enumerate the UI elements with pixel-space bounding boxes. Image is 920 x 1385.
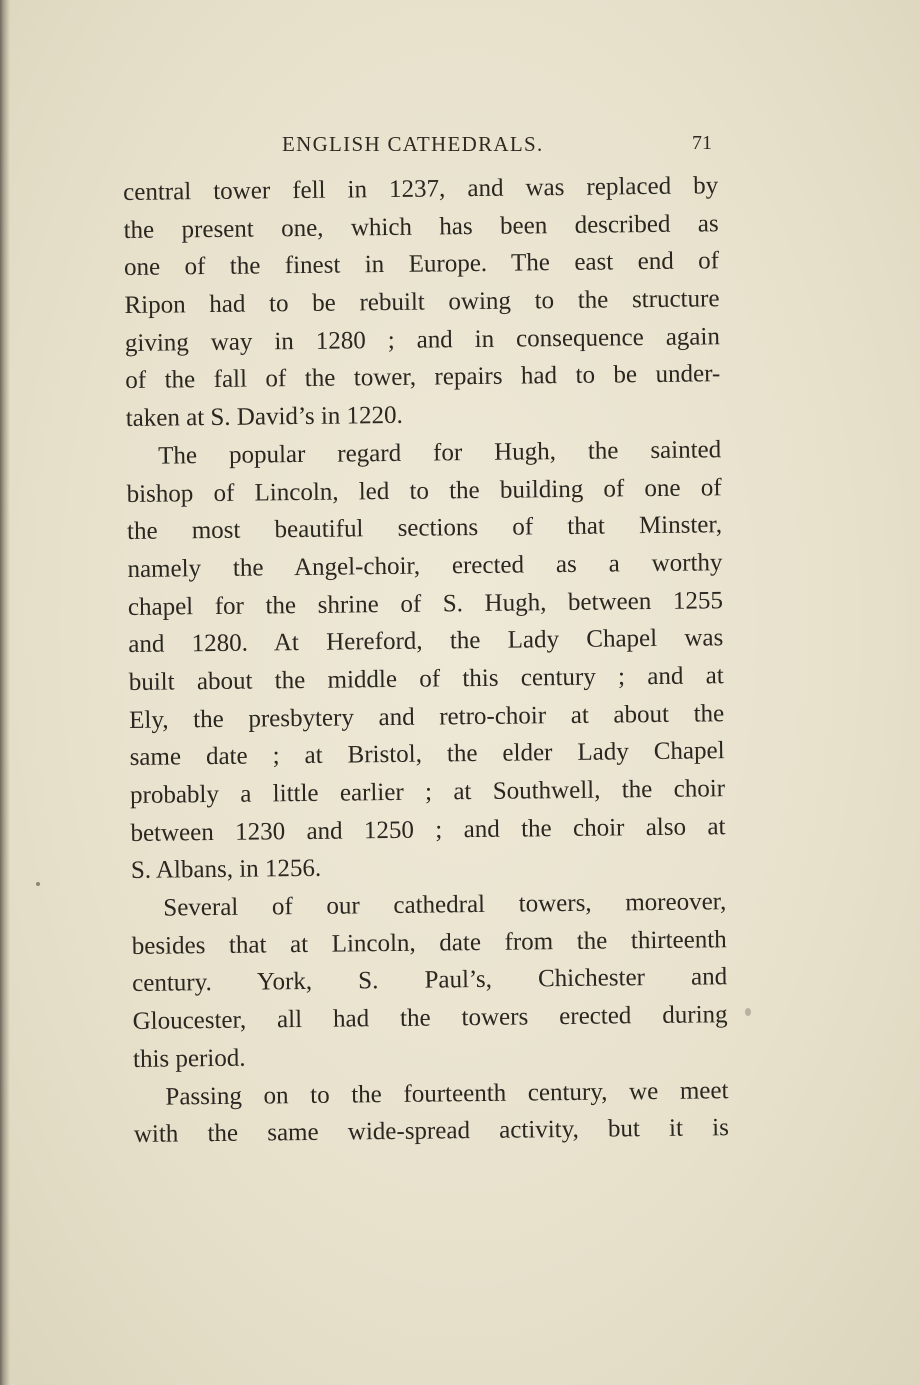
text-line: S. Albans, in 1256. (130, 855, 322, 885)
text-line: one of the finest in Europe. The east end of (123, 247, 720, 282)
page-number: 71 (692, 132, 712, 154)
text-line: Ripon had to be rebuilt owing to the structure (124, 285, 720, 320)
page-binding-edge (0, 0, 10, 1385)
text-line: century. York, S. Paul’s, Chichester and (132, 963, 728, 998)
text-line: giving way in 1280 ; and in consequence again (124, 322, 721, 357)
text-line: same date ; at Bristol, the elder Lady Chapel (129, 737, 725, 772)
text-line: this period. (132, 1044, 246, 1073)
text-line: of the fall of the tower, repairs had to be under- (125, 360, 721, 395)
text-line: built about the middle of this century ; and at (128, 662, 724, 696)
text-line: besides that at Lincoln, date from the thirteenth (131, 925, 727, 960)
text-line: namely the Angel-choir, erected as a worthy (127, 549, 723, 583)
text-line: central tower fell in 1237, and was replaced by (123, 172, 719, 206)
text-line: bishop of Lincoln, led to the building of one of (126, 473, 722, 508)
text-line: the most beautiful sections of that Minster, (126, 511, 723, 546)
text-line: taken at S. David’s in 1220. (125, 401, 403, 433)
paper-speck (36, 882, 40, 886)
text-line: chapel for the shrine of S. Hugh, between 1255 (127, 586, 724, 621)
text-line: Ely, the presbytery and retro-choir at about the (129, 699, 725, 734)
text-line: with the same wide-spread activity, but it is (133, 1114, 730, 1149)
text-line: the present one, which has been described as (123, 209, 719, 244)
running-title: ENGLISH CATHEDRALS. (282, 132, 544, 156)
text-line: and 1280. At Hereford, the Lady Chapel was (128, 624, 724, 659)
body-text (123, 167, 729, 1154)
paragraph-start: Passing on to the fourteenth century, we meet (165, 1076, 729, 1111)
text-line: between 1230 and 1250 ; and the choir also at (130, 812, 726, 847)
running-head (120, 128, 720, 162)
text-line: Gloucester, all had the towers erected during (132, 1001, 728, 1036)
text-line: probably a little earlier ; at Southwell, the choir (129, 775, 726, 809)
paper-speck (745, 1008, 751, 1016)
paragraph-start: Several of our cathedral towers, moreover, (163, 888, 727, 922)
paragraph-start: The popular regard for Hugh, the sainted (158, 436, 722, 470)
